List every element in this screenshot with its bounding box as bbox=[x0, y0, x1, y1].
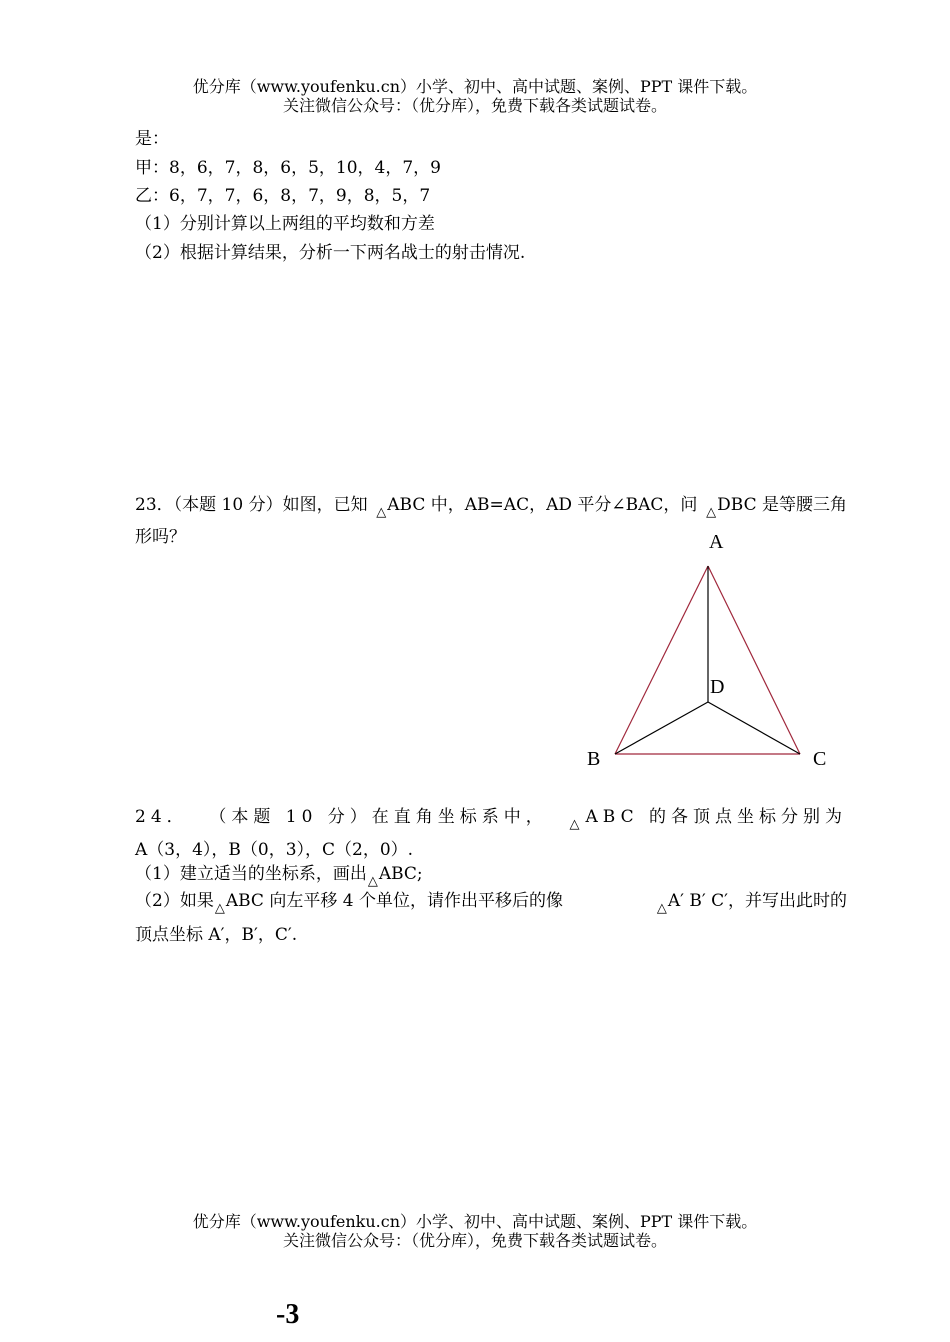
q23-text-c: DBC 是等腰三角 bbox=[717, 495, 847, 515]
footer-line-2: 关注微信公众号：（优分库），免费下载各类试题试卷。 bbox=[282, 1231, 667, 1250]
side-ac bbox=[708, 566, 800, 754]
segment-dc bbox=[708, 702, 800, 754]
q24-part2-line bbox=[135, 890, 847, 914]
q24-part1 bbox=[135, 863, 423, 887]
q24-number: 24． bbox=[135, 807, 189, 827]
q24-coords: A（3，4），B（0，3），C（2，0）. bbox=[135, 840, 414, 860]
triangle-symbol-icon: △ bbox=[656, 901, 667, 916]
q23-text-d: 形吗？ bbox=[135, 527, 186, 547]
segment-db bbox=[615, 702, 708, 754]
q24-line1 bbox=[135, 806, 847, 830]
triangle-symbol-icon: △ bbox=[376, 505, 387, 520]
q24-segment-b bbox=[569, 806, 848, 830]
q22-part2: （2）根据计算结果，分析一下两名战士的射击情况. bbox=[135, 243, 526, 263]
page-number: -3 bbox=[276, 1299, 300, 1330]
point-label-a: A bbox=[709, 531, 724, 553]
q24-text-a: （本题 10 分）在直角坐标系中， bbox=[209, 807, 548, 827]
q24-part2-a bbox=[135, 890, 563, 914]
triangle-symbol-icon: △ bbox=[569, 817, 585, 832]
q24-part1-b: ABC; bbox=[378, 864, 423, 884]
triangle-figure bbox=[600, 560, 820, 770]
q23-text-b: ABC 中，AB=AC，AD 平分∠BAC，问 bbox=[387, 495, 698, 515]
triangle-symbol-icon: △ bbox=[214, 901, 225, 916]
q24-part2-c: A′ B′ C′，并写出此时的 bbox=[667, 891, 847, 911]
q24-part2-c-wrap bbox=[656, 890, 847, 914]
triangle-symbol-icon: △ bbox=[706, 505, 717, 520]
q24-part2-b: ABC 向左平移 4 个单位，请作出平移后的像 bbox=[225, 891, 563, 911]
q22-jia-scores: 甲：8，6，7，8，6，5，10，4，7，9 bbox=[135, 158, 441, 178]
point-label-b: B bbox=[587, 748, 601, 770]
page-header bbox=[0, 77, 950, 115]
q22-yi-scores: 乙：6，7，7，6，8，7，9，8，5，7 bbox=[135, 186, 431, 206]
q24-text-b: ABC 的各顶点坐标分别为 bbox=[585, 807, 847, 827]
point-label-d: D bbox=[710, 676, 725, 698]
triangle-symbol-icon: △ bbox=[367, 874, 378, 889]
q24-part2-a-text: （2）如果 bbox=[135, 891, 214, 911]
q22-intro: 是： bbox=[135, 129, 169, 149]
q23-segment-b bbox=[375, 494, 697, 518]
q22-part1: （1）分别计算以上两组的平均数和方差 bbox=[135, 214, 435, 234]
point-label-c: C bbox=[813, 748, 827, 770]
side-ab bbox=[615, 566, 708, 754]
footer-line-1: 优分库（www.youfenku.cn）小学、初中、高中试题、案例、PPT 课件下载。 bbox=[192, 1212, 758, 1231]
q24-part1-a: （1）建立适当的坐标系，画出 bbox=[135, 864, 367, 884]
page-footer bbox=[0, 1212, 950, 1250]
q23-segment-c bbox=[705, 494, 847, 518]
q24-part2-d: 顶点坐标 A′，B′，C′. bbox=[135, 925, 298, 945]
header-line-1: 优分库（www.youfenku.cn）小学、初中、高中试题、案例、PPT 课件下载。 bbox=[192, 77, 758, 96]
header-line-2: 关注微信公众号：（优分库），免费下载各类试题试卷。 bbox=[282, 96, 667, 115]
q23-line1 bbox=[135, 494, 847, 518]
q23-text-a: 23．（本题 10 分）如图，已知 bbox=[135, 495, 368, 515]
